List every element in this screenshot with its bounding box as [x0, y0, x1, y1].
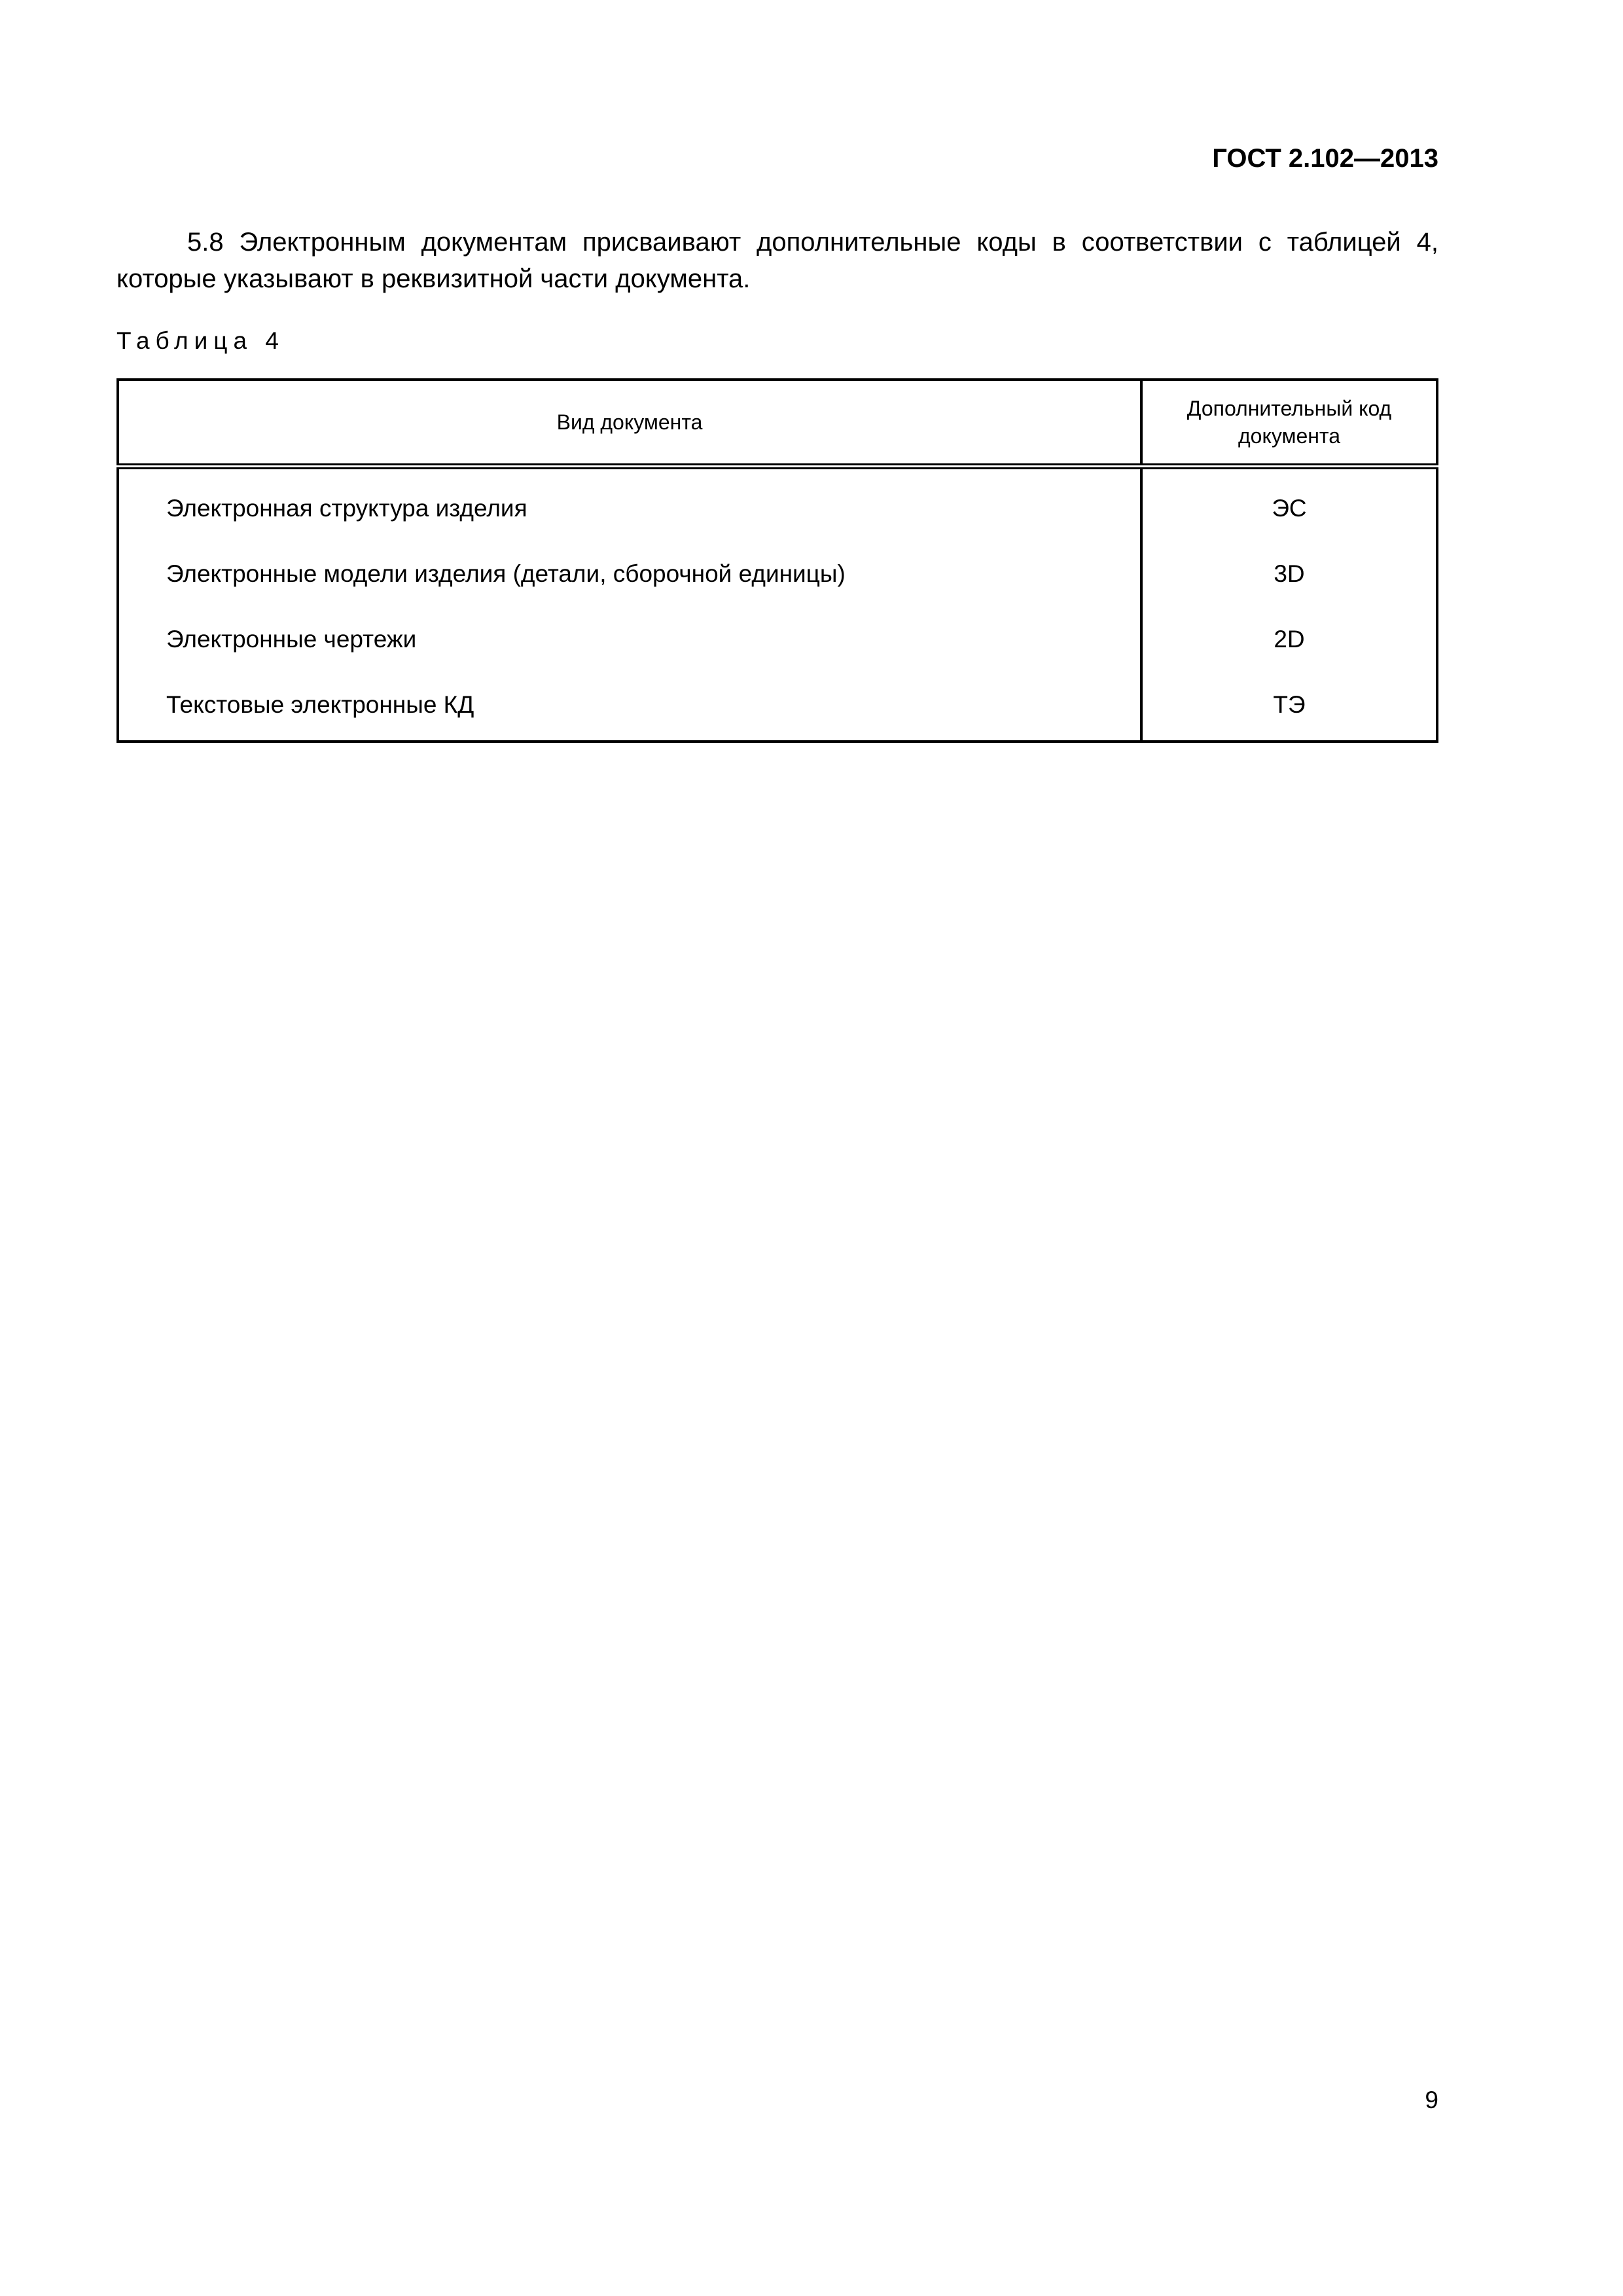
table-row	[118, 672, 1437, 742]
document-type-cell: Электронные чертежи	[118, 606, 1141, 672]
document-code-cell: 2D	[1274, 625, 1305, 653]
document-code-header: ГОСТ 2.102—2013	[1212, 144, 1438, 173]
document-code-cell: ЭС	[1272, 494, 1307, 522]
document-type-cell: Электронная структура изделия	[118, 467, 1141, 541]
document-type-cell: Электронные модели изделия (детали, сборочной единицы)	[118, 541, 1141, 606]
document-codes-table	[116, 378, 1438, 743]
table-header-row	[118, 380, 1437, 467]
table-caption: Таблица 4	[116, 327, 285, 354]
table-row	[118, 606, 1437, 672]
column-header-additional-code: Дополнительный код документа	[1141, 380, 1437, 467]
column-header-document-type: Вид документа	[118, 380, 1141, 467]
document-type-cell: Текстовые электронные КД	[118, 672, 1141, 742]
document-code-cell: ТЭ	[1273, 691, 1306, 718]
clause-paragraph: 5.8 Электронным документам присваивают дополнительные коды в соответствии с таблицей 4, которые указывают в реквизитной части документа.	[116, 228, 1438, 293]
document-code-cell: 3D	[1274, 560, 1305, 587]
table-row	[118, 467, 1437, 541]
page-number: 9	[1425, 2087, 1438, 2113]
table-row	[118, 541, 1437, 606]
